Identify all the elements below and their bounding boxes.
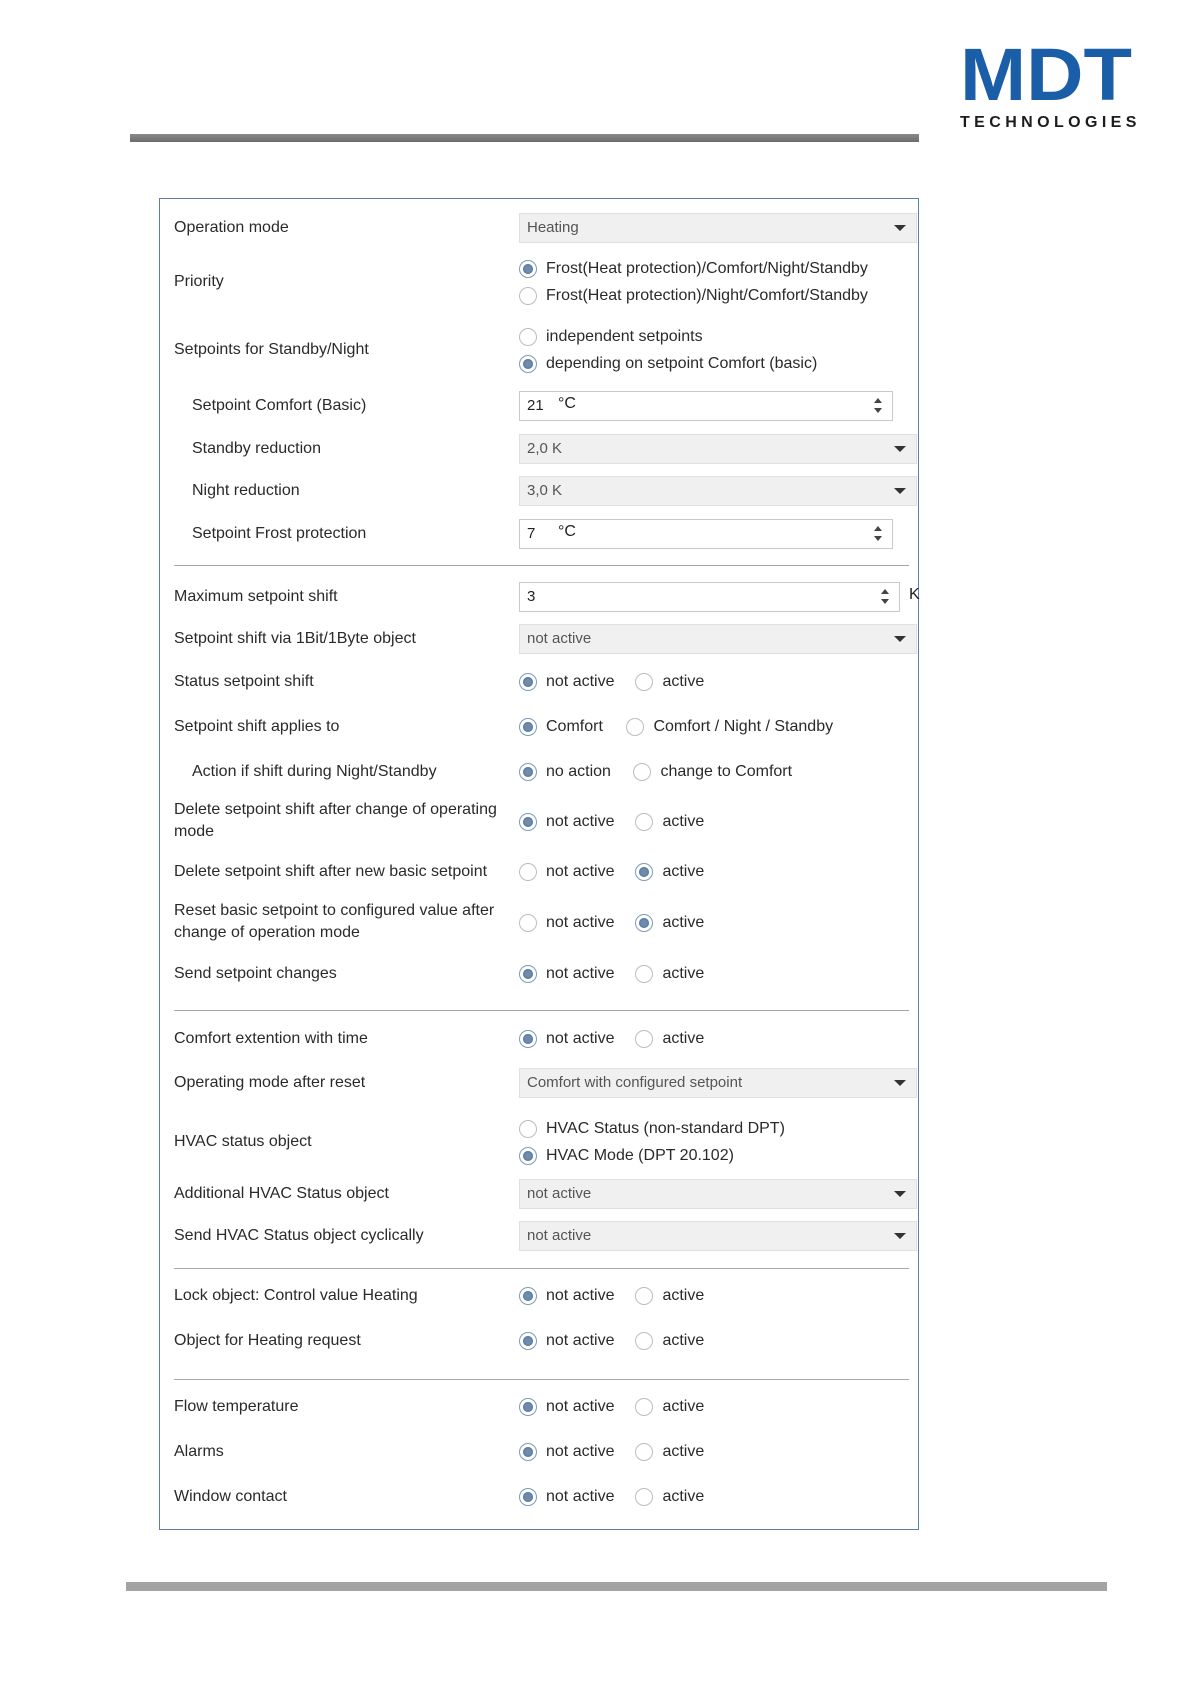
hvac-status-object-label: HVAC status object <box>174 1133 312 1150</box>
radio-selected-icon[interactable] <box>635 863 653 881</box>
footer-rule <box>126 1582 1107 1591</box>
option-active-label: active <box>662 813 705 830</box>
setpoint-comfort-label: Setpoint Comfort (Basic) <box>192 397 367 414</box>
option-not-active[interactable] <box>519 1441 631 1463</box>
send-hvac-cyclic-value: not active <box>527 1227 592 1244</box>
radio-unselected-icon[interactable] <box>635 1030 653 1048</box>
radio-selected-icon[interactable] <box>519 355 537 373</box>
priority-option-1-label: Frost(Heat protection)/Comfort/Night/Standby <box>546 259 868 277</box>
shift-via-object-label: Setpoint shift via 1Bit/1Byte object <box>174 630 416 647</box>
svg-text:MDT: MDT <box>960 44 1132 102</box>
option-not-active[interactable] <box>519 1285 631 1307</box>
section-divider <box>174 565 909 566</box>
reset-basic-setpoint-label: Reset basic setpoint to configured value after change of operation mode <box>174 902 495 941</box>
option-active[interactable] <box>635 1330 704 1352</box>
status-setpoint-shift-options <box>519 671 704 696</box>
row-send-hvac-cyclic <box>174 1221 909 1251</box>
radio-unselected-icon[interactable] <box>626 718 644 736</box>
option-not-active[interactable] <box>519 1330 631 1352</box>
delete-shift-basic-label: Delete setpoint shift after new basic setpoint <box>174 863 488 880</box>
radio-unselected-icon[interactable] <box>519 863 537 881</box>
operation-mode-value: Heating <box>527 219 579 236</box>
option-not-active[interactable] <box>519 861 631 883</box>
row-setpoint-comfort <box>174 391 909 421</box>
heating-request-label: Object for Heating request <box>174 1332 361 1349</box>
alarms-label: Alarms <box>174 1443 224 1460</box>
row-mode-after-reset <box>174 1068 909 1098</box>
flow-temperature-options <box>519 1396 704 1421</box>
chevron-down-icon <box>894 636 906 642</box>
radio-unselected-icon[interactable] <box>635 965 653 983</box>
mode-after-reset-value: Comfort with configured setpoint <box>527 1074 743 1091</box>
option-active[interactable] <box>635 963 704 985</box>
row-max-setpoint-shift <box>174 582 920 612</box>
chevron-down-icon <box>894 1191 906 1197</box>
option-not-active-label: not active <box>546 1443 615 1460</box>
mode-after-reset-label: Operating mode after reset <box>174 1074 366 1091</box>
operation-mode-label: Operation mode <box>174 219 289 236</box>
option-comfort[interactable] <box>519 716 622 738</box>
radio-selected-icon[interactable] <box>519 1287 537 1305</box>
chevron-down-icon <box>894 1233 906 1239</box>
option-not-active-label: not active <box>546 1287 615 1304</box>
option-not-active-label: not active <box>546 914 615 931</box>
option-active-label: active <box>662 965 705 982</box>
setpoints-option-independent-label: independent setpoints <box>546 327 703 345</box>
row-operation-mode <box>174 213 909 243</box>
option-not-active-label: not active <box>546 813 615 830</box>
radio-unselected-icon[interactable] <box>635 1443 653 1461</box>
setpoints-standby-night-label: Setpoints for Standby/Night <box>174 341 369 358</box>
option-active[interactable] <box>635 861 704 883</box>
send-setpoint-changes-options <box>519 963 704 988</box>
option-active-label: active <box>662 863 705 880</box>
radio-unselected-icon[interactable] <box>635 1398 653 1416</box>
setpoint-comfort-unit: °C <box>558 395 576 412</box>
option-not-active-label: not active <box>546 1488 615 1505</box>
option-not-active-label: not active <box>546 1332 615 1349</box>
option-not-active[interactable] <box>519 671 631 693</box>
hvac-option-mode[interactable] <box>519 1143 734 1170</box>
alarms-options <box>519 1441 704 1466</box>
standby-reduction-value: 2,0 K <box>527 440 563 457</box>
radio-selected-icon[interactable] <box>519 813 537 831</box>
setpoint-comfort-value: 21 <box>527 397 544 414</box>
option-active-label: active <box>662 1443 705 1460</box>
radio-unselected-icon[interactable] <box>635 673 653 691</box>
send-hvac-cyclic-dropdown[interactable] <box>519 1221 917 1251</box>
option-not-active[interactable] <box>519 811 631 833</box>
logo-subtitle: TECHNOLOGIES <box>960 114 1141 131</box>
priority-option-2-label: Frost(Heat protection)/Night/Comfort/Standby <box>546 287 868 304</box>
radio-unselected-icon[interactable] <box>635 1287 653 1305</box>
additional-hvac-dropdown[interactable] <box>519 1179 917 1209</box>
chevron-down-icon <box>894 1080 906 1086</box>
option-not-active-label: not active <box>546 673 615 690</box>
option-active-label: active <box>662 673 705 690</box>
option-not-active[interactable] <box>519 912 631 934</box>
option-active[interactable] <box>635 912 704 934</box>
option-active[interactable] <box>635 1285 704 1307</box>
max-setpoint-shift-unit: K <box>909 586 920 603</box>
chevron-down-icon <box>894 225 906 231</box>
option-no-action[interactable] <box>519 761 629 783</box>
chevron-down-icon <box>894 488 906 494</box>
option-active-label: active <box>662 1398 705 1415</box>
hvac-status-object-options <box>519 1115 785 1170</box>
row-standby-reduction <box>174 434 909 464</box>
chevron-down-icon <box>894 446 906 452</box>
priority-option-1[interactable] <box>519 255 868 282</box>
hvac-option-mode-label: HVAC Mode (DPT 20.102) <box>546 1147 734 1164</box>
delete-shift-mode-label: Delete setpoint shift after change of operating mode <box>174 801 497 840</box>
option-comfort-night-standby-label: Comfort / Night / Standby <box>653 718 834 735</box>
radio-unselected-icon[interactable] <box>519 914 537 932</box>
delete-shift-basic-options <box>519 861 704 886</box>
lock-object-label: Lock object: Control value Heating <box>174 1287 418 1304</box>
option-active[interactable] <box>635 671 704 693</box>
option-active[interactable] <box>635 1486 704 1508</box>
header-rule <box>130 134 919 142</box>
priority-option-2[interactable] <box>519 283 868 310</box>
option-not-active[interactable] <box>519 1028 631 1050</box>
option-change-to-comfort[interactable] <box>633 761 792 783</box>
hvac-option-status[interactable] <box>519 1115 785 1142</box>
send-hvac-cyclic-label: Send HVAC Status object cyclically <box>174 1227 424 1244</box>
option-not-active-label: not active <box>546 1398 615 1415</box>
row-setpoint-frost <box>174 519 909 549</box>
setpoint-frost-value: 7 <box>527 525 536 542</box>
night-reduction-label: Night reduction <box>192 482 300 499</box>
mode-after-reset-dropdown[interactable] <box>519 1068 917 1098</box>
option-active-label: active <box>662 1332 705 1349</box>
shift-applies-to-label: Setpoint shift applies to <box>174 718 340 735</box>
option-active-label: active <box>662 914 705 931</box>
option-active[interactable] <box>635 811 704 833</box>
night-reduction-dropdown[interactable] <box>519 476 917 506</box>
status-setpoint-shift-label: Status setpoint shift <box>174 673 314 690</box>
setpoints-option-independent[interactable] <box>519 323 703 350</box>
max-setpoint-shift-value: 3 <box>527 588 536 605</box>
shift-via-object-dropdown[interactable] <box>519 624 917 654</box>
radio-selected-icon[interactable] <box>519 1332 537 1350</box>
radio-selected-icon[interactable] <box>519 260 537 278</box>
standby-reduction-label: Standby reduction <box>192 440 321 457</box>
max-setpoint-shift-label: Maximum setpoint shift <box>174 588 338 605</box>
shift-applies-to-options <box>519 716 833 741</box>
flow-temperature-label: Flow temperature <box>174 1398 299 1415</box>
section-divider <box>174 1010 909 1011</box>
spin-down-icon[interactable] <box>874 536 882 541</box>
window-contact-options <box>519 1486 704 1511</box>
setpoints-option-depending-label: depending on setpoint Comfort (basic) <box>546 355 818 372</box>
option-change-to-comfort-label: change to Comfort <box>660 763 793 780</box>
option-not-active[interactable] <box>519 1486 631 1508</box>
action-shift-night-options <box>519 761 792 786</box>
radio-unselected-icon[interactable] <box>635 1332 653 1350</box>
mdt-logo-mark <box>960 44 1132 102</box>
radio-unselected-icon[interactable] <box>519 1120 537 1138</box>
radio-selected-icon[interactable] <box>519 673 537 691</box>
operation-mode-dropdown[interactable] <box>519 213 917 243</box>
option-active[interactable] <box>635 1396 704 1418</box>
option-active[interactable] <box>635 1028 704 1050</box>
spin-up-icon[interactable] <box>874 398 882 403</box>
radio-selected-icon[interactable] <box>635 914 653 932</box>
window-contact-label: Window contact <box>174 1488 287 1505</box>
radio-unselected-icon[interactable] <box>519 328 537 346</box>
comfort-extension-options <box>519 1028 704 1053</box>
additional-hvac-value: not active <box>527 1185 592 1202</box>
additional-hvac-label: Additional HVAC Status object <box>174 1185 389 1202</box>
radio-selected-icon[interactable] <box>519 718 537 736</box>
radio-unselected-icon[interactable] <box>633 763 651 781</box>
row-additional-hvac <box>174 1179 909 1209</box>
option-not-active-label: not active <box>546 1030 615 1047</box>
section-divider <box>174 1268 909 1269</box>
night-reduction-value: 3,0 K <box>527 482 563 499</box>
spin-down-icon[interactable] <box>881 599 889 604</box>
option-active-label: active <box>662 1030 705 1047</box>
radio-selected-icon[interactable] <box>519 1488 537 1506</box>
reset-basic-setpoint-options <box>519 912 704 937</box>
radio-unselected-icon[interactable] <box>635 813 653 831</box>
radio-selected-icon[interactable] <box>519 763 537 781</box>
radio-selected-icon[interactable] <box>519 1147 537 1165</box>
delete-shift-mode-options <box>519 811 704 836</box>
option-active-label: active <box>662 1287 705 1304</box>
standby-reduction-dropdown[interactable] <box>519 434 917 464</box>
radio-unselected-icon[interactable] <box>635 1488 653 1506</box>
lock-object-options <box>519 1285 704 1310</box>
radio-selected-icon[interactable] <box>519 965 537 983</box>
priority-options <box>519 255 868 310</box>
setpoints-option-depending[interactable] <box>519 351 817 378</box>
row-night-reduction <box>174 476 909 506</box>
option-comfort-night-standby[interactable] <box>626 716 833 738</box>
option-not-active-label: not active <box>546 863 615 880</box>
parameter-panel <box>159 198 919 1530</box>
comfort-extension-label: Comfort extention with time <box>174 1030 368 1047</box>
option-comfort-label: Comfort <box>546 718 603 735</box>
option-no-action-label: no action <box>546 763 611 780</box>
heating-request-options <box>519 1330 704 1355</box>
spin-down-icon[interactable] <box>874 408 882 413</box>
section-divider <box>174 1379 909 1380</box>
option-active-label: active <box>662 1488 705 1505</box>
option-not-active-label: not active <box>546 965 615 982</box>
setpoint-frost-label: Setpoint Frost protection <box>192 525 367 542</box>
action-shift-night-label: Action if shift during Night/Standby <box>192 763 437 780</box>
option-not-active[interactable] <box>519 1396 631 1418</box>
radio-unselected-icon[interactable] <box>519 287 537 305</box>
radio-selected-icon[interactable] <box>519 1443 537 1461</box>
priority-label: Priority <box>174 273 224 290</box>
option-not-active[interactable] <box>519 963 631 985</box>
setpoints-standby-night-options <box>519 323 817 378</box>
send-setpoint-changes-label: Send setpoint changes <box>174 965 337 982</box>
shift-via-object-value: not active <box>527 630 592 647</box>
max-setpoint-shift-input[interactable] <box>519 582 900 612</box>
spin-up-icon[interactable] <box>874 526 882 531</box>
spin-up-icon[interactable] <box>881 589 889 594</box>
radio-selected-icon[interactable] <box>519 1398 537 1416</box>
row-shift-via-object <box>174 624 909 654</box>
mdt-logo <box>960 44 1141 134</box>
hvac-option-status-label: HVAC Status (non-standard DPT) <box>546 1119 785 1137</box>
setpoint-frost-unit: °C <box>558 523 576 540</box>
radio-selected-icon[interactable] <box>519 1030 537 1048</box>
option-active[interactable] <box>635 1441 704 1463</box>
